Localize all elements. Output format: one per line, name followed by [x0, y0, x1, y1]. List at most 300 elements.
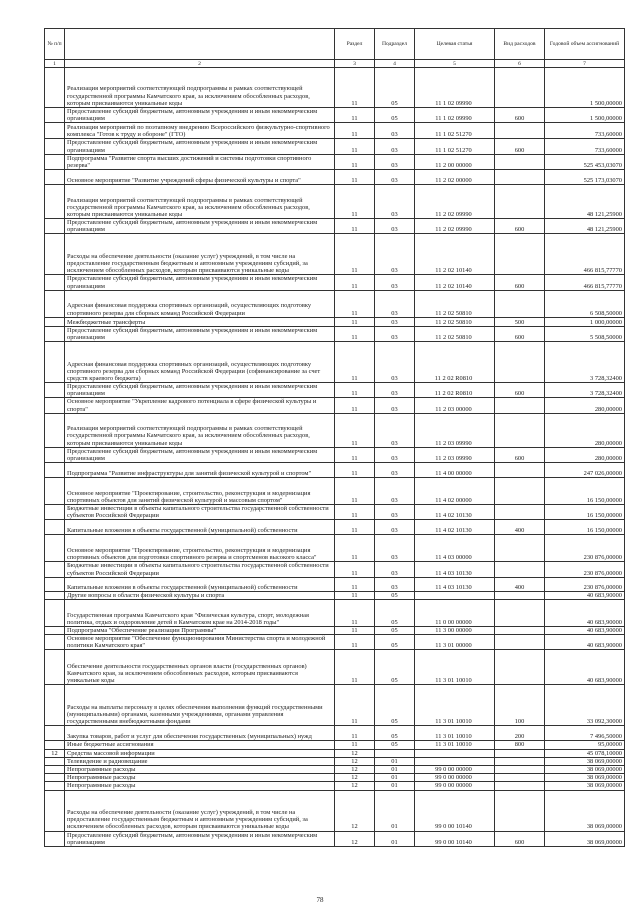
row-amount: 95,00000 — [545, 741, 625, 749]
row-name: Бюджетные инвестиции в объекты капитального строительства государственной собственности субъектов Российской Федерации — [65, 562, 335, 577]
row-celevaya-statya: 11 4 02 10130 — [415, 505, 495, 520]
row-celevaya-statya: 11 0 00 00000 — [415, 599, 495, 626]
row-celevaya-statya: 11 1 02 51270 — [415, 123, 495, 139]
row-amount: 1 500,00000 — [545, 68, 625, 108]
row-number — [45, 447, 65, 462]
row-celevaya-statya: 99 0 00 00000 — [415, 782, 495, 790]
row-number — [45, 463, 65, 478]
row-razdel: 11 — [335, 290, 375, 317]
row-celevaya-statya: 11 2 03 09990 — [415, 413, 495, 447]
row-name: Непрограммные расходы — [65, 774, 335, 782]
row-podrazdel: 05 — [375, 599, 415, 626]
col-num: 5 — [415, 60, 495, 68]
row-number — [45, 413, 65, 447]
row-name: Основное мероприятие "Проектирование, строительство, реконструкция и модернизация спортивных объектов для занятий физической культурой и массовым спортом" — [65, 478, 335, 505]
row-podrazdel: 03 — [375, 123, 415, 139]
row-number — [45, 782, 65, 790]
row-podrazdel: 03 — [375, 317, 415, 326]
row-razdel: 11 — [335, 626, 375, 634]
row-vid-raskhodov: 400 — [495, 520, 545, 535]
table-row — [45, 765, 625, 773]
row-celevaya-statya: 11 2 02 50810 — [415, 317, 495, 326]
row-name: Подпрограмма "Развитие спорта высших достижений и системы подготовки спортивного резерва" — [65, 154, 335, 169]
row-number — [45, 398, 65, 413]
row-vid-raskhodov: 800 — [495, 741, 545, 749]
row-vid-raskhodov — [495, 774, 545, 782]
row-razdel: 11 — [335, 463, 375, 478]
row-vid-raskhodov — [495, 290, 545, 317]
table-row — [45, 520, 625, 535]
row-number — [45, 290, 65, 317]
row-celevaya-statya: 11 4 03 10130 — [415, 562, 495, 577]
row-podrazdel: 03 — [375, 139, 415, 154]
row-vid-raskhodov: 600 — [495, 219, 545, 234]
row-number — [45, 234, 65, 275]
row-vid-raskhodov: 500 — [495, 317, 545, 326]
row-vid-raskhodov — [495, 505, 545, 520]
row-podrazdel: 03 — [375, 577, 415, 591]
row-amount: 230 876,00000 — [545, 562, 625, 577]
header-celevaya-statya: Целевая статья — [415, 29, 495, 60]
row-razdel: 11 — [335, 170, 375, 185]
row-amount: 38 069,00000 — [545, 774, 625, 782]
row-number — [45, 326, 65, 341]
row-celevaya-statya: 11 2 02 R0810 — [415, 383, 495, 398]
row-amount: 230 876,00000 — [545, 577, 625, 591]
row-number — [45, 535, 65, 562]
row-razdel: 11 — [335, 685, 375, 726]
table-row — [45, 290, 625, 317]
row-vid-raskhodov — [495, 535, 545, 562]
row-name: Предоставление субсидий бюджетным, автономным учреждениям и иным некоммерческим организациям — [65, 108, 335, 123]
row-podrazdel: 03 — [375, 398, 415, 413]
row-number — [45, 275, 65, 290]
row-celevaya-statya: 11 4 00 00000 — [415, 463, 495, 478]
row-vid-raskhodov — [495, 68, 545, 108]
row-podrazdel: 03 — [375, 275, 415, 290]
row-razdel: 11 — [335, 635, 375, 650]
table-row — [45, 790, 625, 831]
row-amount: 733,60000 — [545, 139, 625, 154]
row-vid-raskhodov — [495, 749, 545, 757]
row-podrazdel: 03 — [375, 520, 415, 535]
table-row — [45, 383, 625, 398]
row-amount: 280,00000 — [545, 447, 625, 462]
row-razdel: 11 — [335, 383, 375, 398]
page-number: 78 — [316, 896, 324, 904]
row-amount: 16 150,00000 — [545, 505, 625, 520]
row-vid-raskhodov — [495, 782, 545, 790]
table-row — [45, 123, 625, 139]
row-name: Предоставление субсидий бюджетным, автономным учреждениям и иным некоммерческим организациям — [65, 275, 335, 290]
table-row — [45, 108, 625, 123]
header-vid-raskhodov: Вид расходов — [495, 29, 545, 60]
row-number — [45, 123, 65, 139]
col-num: 2 — [65, 60, 335, 68]
row-podrazdel: 03 — [375, 505, 415, 520]
header-podrazdel: Подраздел — [375, 29, 415, 60]
row-amount: 16 150,00000 — [545, 520, 625, 535]
row-podrazdel: 05 — [375, 726, 415, 741]
row-vid-raskhodov — [495, 790, 545, 831]
row-razdel: 11 — [335, 520, 375, 535]
row-name: Непрограммные расходы — [65, 782, 335, 790]
row-razdel: 11 — [335, 726, 375, 741]
row-podrazdel: 03 — [375, 535, 415, 562]
row-podrazdel: 01 — [375, 757, 415, 765]
row-number — [45, 154, 65, 169]
row-razdel: 11 — [335, 275, 375, 290]
row-number — [45, 68, 65, 108]
row-podrazdel: 05 — [375, 685, 415, 726]
row-name: Подпрограмма "Обеспечение реализации Программы" — [65, 626, 335, 634]
row-vid-raskhodov — [495, 398, 545, 413]
row-amount: 733,60000 — [545, 123, 625, 139]
row-razdel: 12 — [335, 790, 375, 831]
row-amount: 38 069,00000 — [545, 831, 625, 846]
table-row — [45, 398, 625, 413]
row-name: Основное мероприятие "Проектирование, строительство, реконструкция и модернизация спортивных объектов для подготовки спортивного резерва и спортсменов высокого класса" — [65, 535, 335, 562]
table-body — [45, 68, 625, 847]
row-amount: 230 876,00000 — [545, 535, 625, 562]
row-razdel: 12 — [335, 774, 375, 782]
table-row — [45, 726, 625, 741]
row-name: Межбюджетные трансферты — [65, 317, 335, 326]
col-num: 3 — [335, 60, 375, 68]
header-name — [65, 29, 335, 60]
row-vid-raskhodov — [495, 342, 545, 383]
row-celevaya-statya: 11 3 00 00000 — [415, 626, 495, 634]
row-name: Предоставление субсидий бюджетным, автономным учреждениям и иным некоммерческим организациям — [65, 326, 335, 341]
row-razdel: 11 — [335, 577, 375, 591]
row-razdel: 12 — [335, 782, 375, 790]
row-name: Предоставление субсидий бюджетным, автономным учреждениям и иным некоммерческим организациям — [65, 219, 335, 234]
row-podrazdel: 05 — [375, 108, 415, 123]
row-number — [45, 170, 65, 185]
table-row — [45, 68, 625, 108]
row-number — [45, 765, 65, 773]
row-number — [45, 219, 65, 234]
table-row — [45, 219, 625, 234]
row-razdel: 11 — [335, 342, 375, 383]
row-razdel: 11 — [335, 68, 375, 108]
row-number — [45, 741, 65, 749]
table-row — [45, 478, 625, 505]
row-celevaya-statya: 11 2 02 09990 — [415, 219, 495, 234]
row-celevaya-statya: 11 1 02 09990 — [415, 68, 495, 108]
row-podrazdel: 05 — [375, 591, 415, 599]
row-podrazdel: 03 — [375, 154, 415, 169]
row-amount: 247 026,00000 — [545, 463, 625, 478]
row-name: Обеспечение деятельности государственных органов власти (государственных органов) Камчатского края, за исключением обособленных расходов, которым присваиваются уникальные коды — [65, 650, 335, 685]
row-number — [45, 317, 65, 326]
row-razdel: 11 — [335, 741, 375, 749]
row-amount: 280,00000 — [545, 413, 625, 447]
row-name: Предоставление субсидий бюджетным, автономным учреждениям и иным некоммерческим организациям — [65, 831, 335, 846]
row-number — [45, 505, 65, 520]
table-row — [45, 635, 625, 650]
row-celevaya-statya: 11 3 01 10010 — [415, 741, 495, 749]
row-amount: 7 496,50000 — [545, 726, 625, 741]
row-number — [45, 577, 65, 591]
row-number — [45, 635, 65, 650]
row-celevaya-statya: 11 4 03 10130 — [415, 577, 495, 591]
col-num: 4 — [375, 60, 415, 68]
row-podrazdel: 03 — [375, 234, 415, 275]
row-razdel: 11 — [335, 599, 375, 626]
row-podrazdel: 03 — [375, 342, 415, 383]
row-podrazdel: 05 — [375, 68, 415, 108]
row-number — [45, 478, 65, 505]
row-celevaya-statya — [415, 757, 495, 765]
table-row — [45, 505, 625, 520]
row-razdel: 11 — [335, 219, 375, 234]
row-podrazdel: 03 — [375, 478, 415, 505]
row-amount: 38 069,00000 — [545, 790, 625, 831]
row-vid-raskhodov — [495, 185, 545, 219]
row-podrazdel — [375, 749, 415, 757]
row-podrazdel: 01 — [375, 774, 415, 782]
row-amount: 3 728,32400 — [545, 383, 625, 398]
row-name: Расходы на обеспечение деятельности (оказание услуг) учреждений, в том числе на предоставление государственным бюджетным и автономным учреждениям субсидий, за исключением обособленных расходов, которым присваиваются уникальные коды — [65, 234, 335, 275]
row-number — [45, 685, 65, 726]
row-razdel: 12 — [335, 757, 375, 765]
row-number — [45, 108, 65, 123]
row-name: Капитальные вложения в объекты государственной (муниципальной) собственности — [65, 577, 335, 591]
row-podrazdel: 03 — [375, 413, 415, 447]
row-vid-raskhodov — [495, 599, 545, 626]
row-vid-raskhodov: 400 — [495, 577, 545, 591]
table-row — [45, 447, 625, 462]
row-celevaya-statya: 11 2 02 50810 — [415, 290, 495, 317]
table-row — [45, 463, 625, 478]
row-amount: 3 728,32400 — [545, 342, 625, 383]
row-podrazdel: 05 — [375, 635, 415, 650]
row-amount: 466 815,77770 — [545, 275, 625, 290]
row-number — [45, 562, 65, 577]
row-vid-raskhodov — [495, 635, 545, 650]
row-vid-raskhodov — [495, 170, 545, 185]
row-vid-raskhodov: 600 — [495, 831, 545, 846]
row-vid-raskhodov — [495, 562, 545, 577]
row-name: Адресная финансовая поддержка спортивных организаций, осуществляющих подготовку спортивного резерва для сборных команд Российской Федерации — [65, 290, 335, 317]
row-amount: 40 683,90000 — [545, 635, 625, 650]
row-razdel: 11 — [335, 139, 375, 154]
row-razdel: 11 — [335, 123, 375, 139]
row-number — [45, 591, 65, 599]
row-amount: 5 508,50000 — [545, 326, 625, 341]
row-vid-raskhodov — [495, 463, 545, 478]
row-vid-raskhodov — [495, 478, 545, 505]
row-name: Иные бюджетные ассигнования — [65, 741, 335, 749]
row-celevaya-statya — [415, 749, 495, 757]
row-number — [45, 790, 65, 831]
row-podrazdel: 03 — [375, 185, 415, 219]
row-vid-raskhodov — [495, 765, 545, 773]
table-row — [45, 317, 625, 326]
row-name: Реализация мероприятий соответствующей подпрограммы в рамках соответствующей государственной программы Камчатского края, за исключением обособленных расходов, которым присваиваются уникальные коды — [65, 413, 335, 447]
row-podrazdel: 05 — [375, 741, 415, 749]
row-vid-raskhodov: 600 — [495, 326, 545, 341]
row-podrazdel: 01 — [375, 765, 415, 773]
row-podrazdel: 03 — [375, 170, 415, 185]
row-name: Расходы на выплаты персоналу в целях обеспечения выполнения функций государственными (муниципальными) органами, казенными учреждениями, органами управления государственными внебюджетными фондами — [65, 685, 335, 726]
row-vid-raskhodov — [495, 123, 545, 139]
row-name: Реализация мероприятий соответствующей подпрограммы в рамках соответствующей государственной программы Камчатского края, за исключением обособленных расходов, которым присваиваются уникальные коды — [65, 185, 335, 219]
row-vid-raskhodov: 600 — [495, 275, 545, 290]
row-razdel: 11 — [335, 398, 375, 413]
row-celevaya-statya: 11 2 03 00000 — [415, 398, 495, 413]
table-row — [45, 599, 625, 626]
col-num: 7 — [545, 60, 625, 68]
row-razdel: 11 — [335, 317, 375, 326]
row-number — [45, 650, 65, 685]
row-razdel: 11 — [335, 413, 375, 447]
row-amount: 280,00000 — [545, 398, 625, 413]
row-razdel: 11 — [335, 108, 375, 123]
row-amount: 45 078,10000 — [545, 749, 625, 757]
row-name: Предоставление субсидий бюджетным, автономным учреждениям и иным некоммерческим организациям — [65, 383, 335, 398]
row-celevaya-statya: 11 4 03 00000 — [415, 535, 495, 562]
row-amount: 1 000,00000 — [545, 317, 625, 326]
row-celevaya-statya: 11 2 02 09990 — [415, 185, 495, 219]
row-number — [45, 185, 65, 219]
row-name: Закупка товаров, работ и услуг для обеспечения государственных (муниципальных) нужд — [65, 726, 335, 741]
row-name: Телевидение и радиовещание — [65, 757, 335, 765]
row-number — [45, 599, 65, 626]
row-number — [45, 831, 65, 846]
row-razdel: 11 — [335, 505, 375, 520]
row-name: Основное мероприятие "Укрепление кадрового потенциала в сфере физической культуры и спорта" — [65, 398, 335, 413]
table-row — [45, 154, 625, 169]
table-row — [45, 831, 625, 846]
row-celevaya-statya: 11 2 02 R0810 — [415, 342, 495, 383]
col-num: 6 — [495, 60, 545, 68]
row-razdel: 11 — [335, 650, 375, 685]
row-celevaya-statya: 11 2 02 10140 — [415, 234, 495, 275]
row-celevaya-statya: 11 2 00 00000 — [415, 154, 495, 169]
row-celevaya-statya: 11 3 01 10010 — [415, 685, 495, 726]
row-amount: 16 150,00000 — [545, 478, 625, 505]
row-name: Адресная финансовая поддержка спортивных организаций, осуществляющих подготовку спортивного резерва для сборных команд Российской Федерации (софинансирование за счет средств краевого бюджета) — [65, 342, 335, 383]
row-number — [45, 383, 65, 398]
row-celevaya-statya: 11 1 02 09990 — [415, 108, 495, 123]
row-podrazdel: 01 — [375, 782, 415, 790]
row-number: 12 — [45, 749, 65, 757]
row-amount: 33 092,30000 — [545, 685, 625, 726]
row-celevaya-statya: 11 1 02 51270 — [415, 139, 495, 154]
row-amount: 1 500,00000 — [545, 108, 625, 123]
document-page — [44, 28, 624, 847]
row-celevaya-statya: 99 0 00 10140 — [415, 831, 495, 846]
row-amount: 6 508,50000 — [545, 290, 625, 317]
table-row — [45, 170, 625, 185]
row-podrazdel: 05 — [375, 626, 415, 634]
row-podrazdel: 03 — [375, 219, 415, 234]
row-name: Основное мероприятие "Обеспечение функционирования Министерства спорта и молодежной политики Камчатского края" — [65, 635, 335, 650]
row-amount: 40 683,90000 — [545, 599, 625, 626]
row-celevaya-statya: 11 4 02 10130 — [415, 520, 495, 535]
row-razdel: 11 — [335, 234, 375, 275]
row-podrazdel: 03 — [375, 463, 415, 478]
row-number — [45, 139, 65, 154]
row-amount: 40 683,90000 — [545, 591, 625, 599]
table-row — [45, 535, 625, 562]
row-number — [45, 342, 65, 383]
row-number — [45, 626, 65, 634]
row-celevaya-statya: 11 4 02 00000 — [415, 478, 495, 505]
row-name: Подпрограмма "Развитие инфраструктуры для занятий физической культурой и спортом" — [65, 463, 335, 478]
row-name: Расходы на обеспечение деятельности (оказание услуг) учреждений, в том числе на предоставление государственным бюджетным и автономным учреждениям субсидий, за исключением обособленных расходов, которым присваиваются уникальные коды — [65, 790, 335, 831]
row-name: Капитальные вложения в объекты государственной (муниципальной) собственности — [65, 520, 335, 535]
table-row — [45, 275, 625, 290]
row-podrazdel: 03 — [375, 562, 415, 577]
table-row — [45, 685, 625, 726]
budget-table — [44, 28, 625, 847]
row-vid-raskhodov — [495, 413, 545, 447]
header-razdel: Раздел — [335, 29, 375, 60]
row-podrazdel: 01 — [375, 790, 415, 831]
row-celevaya-statya: 11 3 01 10010 — [415, 726, 495, 741]
row-amount: 466 815,77770 — [545, 234, 625, 275]
row-razdel: 11 — [335, 478, 375, 505]
row-amount: 40 683,90000 — [545, 650, 625, 685]
row-name: Средства массовой информации — [65, 749, 335, 757]
table-row — [45, 782, 625, 790]
row-razdel: 11 — [335, 154, 375, 169]
row-vid-raskhodov — [495, 626, 545, 634]
row-vid-raskhodov: 600 — [495, 447, 545, 462]
column-number-row — [45, 60, 625, 68]
table-row — [45, 749, 625, 757]
row-name: Бюджетные инвестиции в объекты капитального строительства государственной собственности субъектов Российской Федерации — [65, 505, 335, 520]
header-num: № п/п — [45, 29, 65, 60]
table-row — [45, 626, 625, 634]
row-name: Непрограммные расходы — [65, 765, 335, 773]
row-celevaya-statya: 11 2 02 50810 — [415, 326, 495, 341]
row-podrazdel: 03 — [375, 290, 415, 317]
row-vid-raskhodov — [495, 591, 545, 599]
table-row — [45, 234, 625, 275]
row-podrazdel: 03 — [375, 326, 415, 341]
table-header-row — [45, 29, 625, 60]
row-celevaya-statya: 99 0 00 00000 — [415, 765, 495, 773]
row-amount: 525 453,03070 — [545, 154, 625, 169]
row-number — [45, 757, 65, 765]
row-vid-raskhodov — [495, 757, 545, 765]
row-celevaya-statya: 11 2 03 09990 — [415, 447, 495, 462]
row-razdel: 12 — [335, 765, 375, 773]
row-name: Реализация мероприятий соответствующей подпрограммы в рамках соответствующей государственной программы Камчатского края, за исключением обособленных расходов, которым присваиваются уникальные коды — [65, 68, 335, 108]
table-row — [45, 139, 625, 154]
row-name: Предоставление субсидий бюджетным, автономным учреждениям и иным некоммерческим организациям — [65, 139, 335, 154]
row-name: Другие вопросы в области физической культуры и спорта — [65, 591, 335, 599]
table-row — [45, 774, 625, 782]
table-row — [45, 577, 625, 591]
table-row — [45, 326, 625, 341]
header-amount: Годовой объем ассигнований — [545, 29, 625, 60]
table-row — [45, 185, 625, 219]
row-razdel: 12 — [335, 831, 375, 846]
row-vid-raskhodov: 100 — [495, 685, 545, 726]
row-podrazdel: 01 — [375, 831, 415, 846]
row-vid-raskhodov: 600 — [495, 139, 545, 154]
row-amount: 38 069,00000 — [545, 765, 625, 773]
row-name: Реализация мероприятий по поэтапному внедрению Всероссийского физкультурно-спортивного комплекса "Готов к труду и обороне" (ГТО) — [65, 123, 335, 139]
row-celevaya-statya: 11 3 01 00000 — [415, 635, 495, 650]
row-celevaya-statya: 99 0 00 10140 — [415, 790, 495, 831]
row-podrazdel: 03 — [375, 447, 415, 462]
